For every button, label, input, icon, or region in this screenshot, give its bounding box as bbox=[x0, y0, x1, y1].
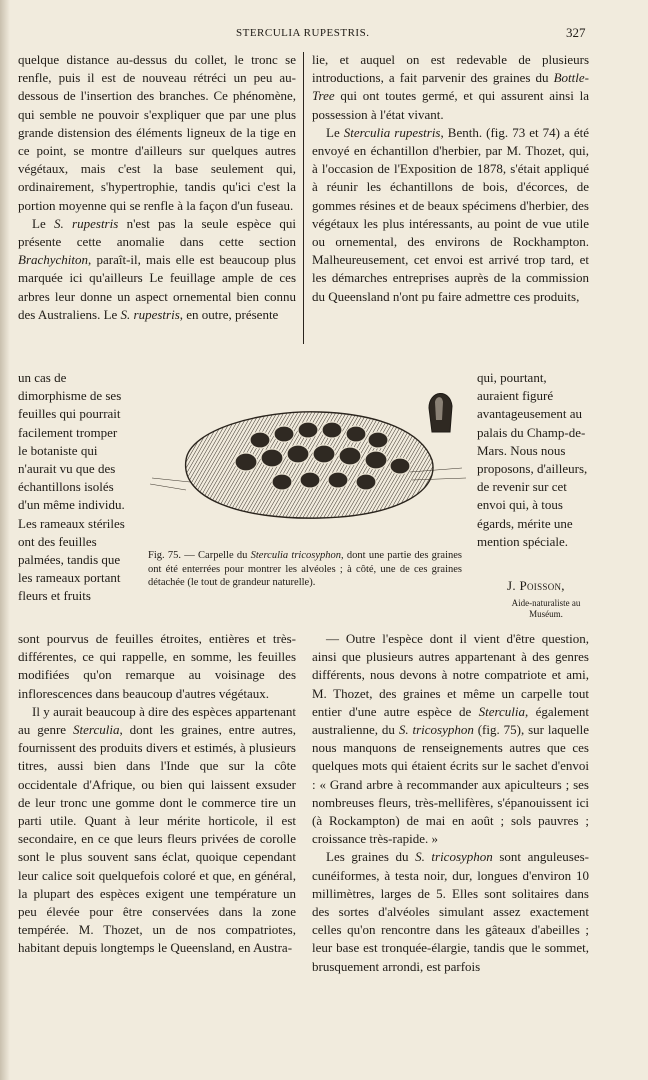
running-head: STERCULIA RUPESTRIS. bbox=[236, 27, 370, 39]
figure-carpel-illustration bbox=[150, 380, 468, 545]
right-wrap-text: qui, pourtant, auraient figuré avantageusement au palais du Champ-de-Mars. Nous nous proposons, d'ailleurs, de revenir sur cet envoi qui, à tous égards, mérite une mention spéciale. bbox=[477, 370, 588, 549]
left-wrap-text: un cas de dimorphisme de ses feuilles qui pourrait facilement tromper le botaniste qui n'aurait vu que des échantillons isolés d'un même individu. Les rameaux stériles ont des feuilles palmées, tandis que les rameaux portant fleurs et fruits bbox=[18, 370, 125, 604]
column-divider bbox=[303, 52, 304, 344]
paragraph: Le S. rupestris n'est pas la seule espèce qui présente cette anomalie dans cette section Brachychiton, paraît-il, mais elle est beaucoup plus marquée ici qu'ailleurs Le feuillage ample de ces arbres leur donne un aspect ornemental bien connu des Australiens. Le S. rupestris, en outre, présente bbox=[18, 215, 296, 322]
carpel-drawing bbox=[150, 412, 466, 518]
left-column-top bbox=[18, 51, 296, 324]
author-title: Aide-naturaliste au Muséum. bbox=[511, 598, 581, 619]
author-signature: J. Poisson, bbox=[507, 578, 565, 593]
page-header bbox=[0, 27, 648, 43]
paragraph: lie, et auquel on est redevable de plusieurs introductions, a fait parvenir des graines du Bottle-Tree qui ont toutes germé, et qui assurent ainsi la possession à l'état vivant. bbox=[312, 52, 589, 122]
paragraph: — Outre l'espèce dont il vient d'être question, ainsi que plusieurs autres appartenant à des genres différents, nous devons à notre compatriote et ami, M. Thozet, des graines et même un carpelle tout entier d'une autre espèce de Sterculia, également australienne, du S. tricosyphon (fig. 75), sur laquelle nous manquons de renseignements autres que ces quelques mots qui étaient écrits sur le sachet d'envoi : « Grand arbre à recommander aux apiculteurs ; ses nombreuses fleurs, très-mellifères, s'épanouissent ici (à Rockampton) de mai en août ; sols pauvres ; croissance très-rapide. » bbox=[312, 631, 589, 847]
paragraph: Il y aurait beaucoup à dire des espèces appartenant au genre Sterculia, dont les graines, entre autres, fournissent des produits divers et estimés, à plusieurs titres, aussi bien dans l'Inde que sur la côte occidentale d'Afrique, ou bien qui laissent exsuder de leur tronc une gomme dont le commerce tire un parti utile. Quant à leur mérite horticole, il est secondaire, en ce que leurs fleurs privées de corolle sont le plus souvent sans éclat, quoique cependant leur calice soit quelquefois coloré et que, en général, la plupart des espèces exigent une température un peu élevée pour être conservées dans la zone tempérée. M. Thozet, un de nos compatriotes, habitant depuis longtemps le Queensland, en Austra- bbox=[18, 703, 296, 956]
paragraph: Les graines du S. tricosyphon sont anguleuses-cunéiformes, à testa noir, dur, longues d'environ 10 millimètres, larges de 5. Elles sont solitaires dans des sortes d'alvéoles simulant assez exactement celles qu'on rencontre dans les gâteaux d'abeilles ; leur base est tronquée-élargie, tandis que le sommet, brusquement arrondi, est parfois bbox=[312, 849, 589, 974]
paragraph: quelque distance au-dessus du collet, le tronc se renfle, puis il est de nouveau rétréci un peu au-dessous de l'insertion des branches. Ce phénomène, qui semble ne pouvoir s'expliquer que par une plus grande distension des éléments ligneux de la tige en ce point, se montre d'ailleurs sur quelques autres végétaux, mais c'est la base seulement qui, ordinairement, s'hypertrophie, tandis qu'ici c'est la portion moyenne qui se renfle à la façon d'un fuseau. bbox=[18, 52, 296, 213]
paragraph: sont pourvus de feuilles étroites, entières et très-différentes, ce qui rappelle, en somme, les feuilles modifiées qu'on remarque au voisinage des inflorescences dans beaucoup d'autres végétaux. bbox=[18, 631, 296, 701]
seed-drawing bbox=[429, 393, 452, 432]
paragraph: Le Sterculia rupestris, Benth. (fig. 73 et 74) a été envoyé en échantillon d'herbier, par M. Thozet, qui, à l'occasion de l'Exposition de 1878, s'était appliqué à réunir les échantillons de bois, d'écorces, de gommes résines et de beaux spécimens d'herbier, des végétaux les plus intéressants, au point de vue utile ou ornemental, des environs de Rockhampton. Malheureusement, cet envoi est arrivé trop tard, et les démarches entreprises auprès de la commission du Queensland n'ont pu faire admettre ces produits, bbox=[312, 124, 589, 304]
right-column-bottom bbox=[312, 630, 589, 976]
left-column-bottom bbox=[18, 630, 296, 958]
page-number: 327 bbox=[566, 25, 586, 40]
figure-caption: Fig. 75. — Carpelle du Sterculia tricosyphon, dont une partie des graines ont été enterrées pour montrer les alvéoles ; à côté, une de ces graines détachée (le tout de grandeur naturelle). bbox=[148, 550, 463, 588]
page-gutter-shadow bbox=[0, 0, 10, 1080]
right-column-top bbox=[312, 51, 589, 306]
